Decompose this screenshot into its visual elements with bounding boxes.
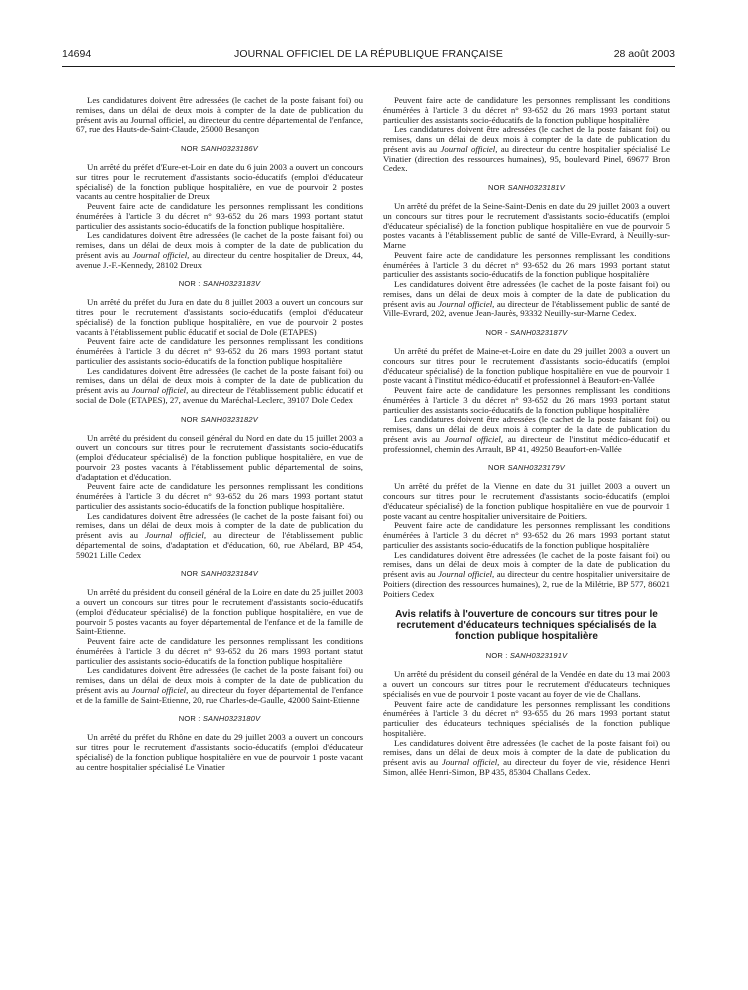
paragraph-text: Peuvent faire acte de candidature les personnes remplissant les conditions énumérées à l'article 3 du décret n° 93-652 du 26 mars 1993 portant statut particulier des assistants socio-éducatifs de la fonction publique hospitalière xyxy=(383,249,670,280)
section-paragraphs xyxy=(383,670,670,777)
paragraph-text: Les candidatures doivent être adressées (le cachet de la poste faisant foi) ou remises, dans un délai de deux mois à compter de la date de publication du présent avis au xyxy=(383,737,670,767)
paragraph-text: Peuvent faire acte de candidature les personnes remplissant les conditions énumérées à l'article 3 du décret n° 93-652 du 26 mars 1993 portant statut particulier des assistants socio-éducatifs de la fonction publique hospitalière xyxy=(383,520,670,550)
paragraph-text: au directeur de l'établissement public départemental de soins, d'adaptation et d'éducation, 60, rue Abélard, BP 454, 59021 Lille Cedex xyxy=(76,530,363,560)
notice xyxy=(76,714,363,772)
journal-officiel-title: Journal officiel, xyxy=(132,249,190,260)
nor-reference xyxy=(383,463,670,473)
paragraph xyxy=(383,347,670,386)
nor-label: NOR xyxy=(180,569,199,579)
paragraph xyxy=(383,670,670,699)
paragraph xyxy=(76,666,363,705)
paragraph xyxy=(76,434,363,483)
paragraph-text: au directeur du foyer départemental de l'enfance et de la famille de Saint-Etienne, 20, rue Charles-de-Gaulle, 42000 Saint-Etienne xyxy=(76,684,363,705)
paragraph xyxy=(383,551,670,600)
paragraph-text: Un arrêté du préfet de la Seine-Saint-Denis en date du 29 juillet 2003 a ouvert un concours sur titres pour le recrutement d'assistants socio-éducatifs (emploi d'éducateur spécialisé) de la fonction publique hospitalière en vue de pourvoir 5 postes vacants à l'établissement public de santé de Ville-Evrard, à Neuilly-sur-Marne xyxy=(383,201,670,250)
nor-reference xyxy=(76,415,363,425)
nor-label: NOR : xyxy=(485,651,508,661)
journal-officiel-title: Journal officiel, xyxy=(131,684,189,695)
nor-code: SANH0323184V xyxy=(200,569,259,579)
left-column xyxy=(76,96,363,772)
paragraph-text: Les candidatures doivent être adressées (le cachet de la poste faisant foi) ou remises, dans un délai de deux mois à compter de la date de publication du présent avis au xyxy=(76,665,363,695)
paragraph xyxy=(383,739,670,778)
paragraph xyxy=(383,202,670,251)
nor-label: NOR xyxy=(180,414,199,424)
paragraph-text: au directeur du centre hospitalier spécialisé Le Vinatier (direction des ressources humaines), 95, boulevard Pinel, 69677 Bron Cedex. xyxy=(383,143,670,174)
journal-title: JOURNAL OFFICIEL DE LA RÉPUBLIQUE FRANÇAISE xyxy=(234,48,503,60)
nor-label: NOR - xyxy=(485,328,508,337)
paragraph-text: Peuvent faire acte de candidature les personnes remplissant les conditions énumérées à l'article 3 du décret n° 93-652 du 26 mars 1993 portant statut particulier des assistants socio-éducatifs de la fonction publique hospitalière xyxy=(76,336,363,366)
header-rule xyxy=(62,66,675,67)
paragraph-text: Un arrêté du président du conseil général de la Loire en date du 25 juillet 2003 a ouvert un concours sur titres pour le recrutement d'assistants socio-éducatifs (emploi d'éducateur spécialisé) de la fonction publique hospitalière, en vue de pourvoir 5 postes vacants au foyer départemental de l'enfance et de la famille de Saint-Etienne. xyxy=(76,587,363,637)
nor-reference xyxy=(383,328,670,338)
right-column xyxy=(383,96,670,778)
continued-paragraph xyxy=(76,96,363,135)
paragraph-text: Un arrêté du président du conseil général de la Vendée en date du 13 mai 2003 a ouvert un concours sur titres pour le recrutement d'éducateurs techniques spécialisés en vue de pourvoir 1 poste vacant au foyer de vie de Challans. xyxy=(383,669,670,699)
paragraph xyxy=(383,521,670,550)
paragraph-text: Les candidatures doivent être adressées (le cachet de la poste faisant foi) ou remises, dans un délai de deux mois à compter de la date de publication du présent avis au xyxy=(383,124,670,154)
nor-reference xyxy=(76,279,363,289)
nor-code: SANH0323182V xyxy=(200,414,259,424)
paragraph-text: au directeur de l'établissement public de santé de Ville-Evrard, 202, avenue Jean-Jaurès, 93332 Neuilly-sur-Marne Cedex. xyxy=(383,298,670,319)
paragraph xyxy=(76,512,363,561)
paragraph xyxy=(76,337,363,366)
page-header xyxy=(62,48,675,64)
nor-code: SANH0323179V xyxy=(507,463,566,473)
journal-officiel-title: Journal officiel, xyxy=(441,757,500,767)
paragraph xyxy=(383,700,670,739)
paragraph xyxy=(76,482,363,511)
paragraph-text: Les candidatures doivent être adressées (le cachet de la poste faisant foi) ou remises, dans un délai de deux mois à compter de la date de publication du présent avis au xyxy=(76,510,363,540)
paragraph-text: au directeur de l'institut médico-éducatif et professionnel, chemin des Arrault, BP 41, 49250 Beaufort-en-Vallée xyxy=(383,433,670,454)
paragraph-text: au directeur du centre hospitalier universitaire de Poitiers (direction des ressources humaines), 2, rue de la Milétrie, BP 577, 86021 Poitiers Cedex xyxy=(383,569,670,599)
paragraph-text: Peuvent faire acte de candidature les personnes remplissant les conditions énumérées à l'article 3 du décret n° 93-655 du 26 mars 1993 portant statut particulier des éducateurs techniques spécialisés de la fonction publique hospitalière. xyxy=(383,698,670,738)
paragraph-text: Un arrêté du président du conseil général du Nord en date du 15 juillet 2003 a ouvert un concours sur titres pour le recrutement d'assistants socio-éducatifs (emploi d'éducateur spécialisé) de la fonction publique hospitalière, en vue de pourvoir 23 postes vacants à l'établissement public départemental de soins, d'adaptation et d'éducation. xyxy=(76,432,363,482)
nor-reference xyxy=(76,569,363,579)
paragraph-text: Les candidatures doivent être adressées (le cachet de la poste faisant foi) ou remises, dans un délai de deux mois à compter de la date de publication du présent avis au Journal officiel, au directeur du centre départemental de l'enfance, 67, rue des Hauts-de-Saint-Claude, 25000 Besançon xyxy=(76,95,363,135)
journal-officiel-title: Journal officiel, xyxy=(145,530,207,540)
page-number: 14694 xyxy=(62,48,92,60)
paragraph xyxy=(76,202,363,231)
notice xyxy=(383,463,670,599)
notice xyxy=(76,569,363,705)
paragraph-text: Un arrêté du préfet du Jura en date du 8 juillet 2003 a ouvert un concours sur titres pour le recrutement d'assistants socio-éducatifs (emploi d'éducateur spécialisé) de la fonction publique hospitalière, en vue de pourvoir 2 postes vacants à l'établissement public éducatif et social de Dole (ETAPES) xyxy=(76,297,363,337)
paragraph xyxy=(76,733,363,772)
paragraph xyxy=(76,163,363,202)
journal-officiel-title: Journal officiel, xyxy=(131,385,189,395)
paragraph-text: Les candidatures doivent être adressées (le cachet de la poste faisant foi) ou remises, dans un délai de deux mois à compter de la date de publication du présent avis au xyxy=(76,365,363,395)
paragraph-text: Un arrêté du préfet de la Vienne en date du 31 juillet 2003 a ouvert un concours sur titres pour le recrutement d'assistants socio-éducatifs (emploi d'éducateur spécialisé) de la fonction publique hospitalière en vue de pourvoir 1 poste vacant au centre hospitalier universitaire de Poitiers. xyxy=(383,481,670,521)
paragraph xyxy=(383,482,670,521)
journal-officiel-title: Journal officiel, xyxy=(438,298,495,309)
notice xyxy=(76,415,363,561)
nor-reference xyxy=(76,144,363,154)
right-notices xyxy=(383,183,670,599)
journal-officiel-title: Journal officiel, xyxy=(444,433,503,444)
nor-label: NOR xyxy=(180,144,199,153)
paragraph xyxy=(383,415,670,454)
paragraph xyxy=(383,96,670,125)
nor-reference xyxy=(383,651,670,661)
paragraph-text: Peuvent faire acte de candidature les personnes remplissant les conditions énumérées à l'article 3 du décret n° 93-652 du 26 mars 1993 portant statut particulier des assistants socio-éducatifs de la fonction publique hospitalière. xyxy=(76,481,363,511)
paragraph-text: Un arrêté du préfet du Rhône en date du 29 juillet 2003 a ouvert un concours sur titres pour le recrutement d'assistants socio-éducatifs (emploi d'éducateur spécialisé) de la fonction publique hospitalière en vue de pourvoir 1 poste vacant au centre hospitalier spécialisé Le Vinatier xyxy=(76,732,363,772)
paragraph-text: Peuvent faire acte de candidature les personnes remplissant les conditions énumérées à l'article 3 du décret n° 93-652 du 26 mars 1993 portant statut particulier des assistants socio-éducatifs de la fonction publique hospitalière xyxy=(383,95,670,125)
paragraph xyxy=(383,125,670,174)
issue-date: 28 août 2003 xyxy=(613,48,675,60)
left-notices xyxy=(76,144,363,772)
paragraph xyxy=(76,298,363,337)
nor-label: NOR xyxy=(487,463,506,473)
nor-label: NOR : xyxy=(178,279,201,289)
paragraph-text: Les candidatures doivent être adressées (le cachet de la poste faisant foi) ou remises, dans un délai de deux mois à compter de la date de publication du présent avis au xyxy=(383,279,670,309)
paragraph-text: Les candidatures doivent être adressées (le cachet de la poste faisant foi) ou remises, dans un délai de deux mois à compter de la date de publication du présent avis au xyxy=(76,230,363,260)
notice xyxy=(383,183,670,319)
paragraph xyxy=(76,367,363,406)
paragraph-text: au directeur du centre hospitalier de Dreux, 44, avenue J.-F.-Kennedy, 28102 Dreux xyxy=(76,249,363,270)
paragraph xyxy=(383,386,670,415)
right-intro xyxy=(383,96,670,174)
paragraph-text: Peuvent faire acte de candidature les personnes remplissant les conditions énumérées à l'article 3 du décret n° 93-652 du 26 mars 1993 portant statut particulier des assistants socio-éducatifs de la fonction publique hospitalière xyxy=(76,636,363,666)
section-title: Avis relatifs à l'ouverture de concours sur titres pour le recrutement d'éducateurs techniques spécialisés de la fonction publique hospitalière xyxy=(395,609,658,643)
nor-code: SANH0323186V xyxy=(200,144,259,153)
paragraph xyxy=(383,251,670,280)
paragraph-text: Peuvent faire acte de candidature les personnes remplissant les conditions énumérées à l'article 3 du décret n° 93-652 du 26 mars 1993 portant statut particulier des assistants socio-éducatifs de la fonction publique hospitalière xyxy=(383,385,670,415)
paragraph-text: Les candidatures doivent être adressées (le cachet de la poste faisant foi) ou remises, dans un délai de deux mois à compter de la date de publication du présent avis au xyxy=(383,414,670,444)
paragraph xyxy=(76,637,363,666)
nor-code: SANH0323183V xyxy=(202,279,261,289)
nor-label: NOR xyxy=(487,183,506,192)
nor-reference xyxy=(383,183,670,193)
journal-officiel-title: Journal officiel, xyxy=(440,143,498,154)
notice xyxy=(76,144,363,270)
paragraph-text: au directeur de l'établissement public éducatif et social de Dole (ETAPES), 27, avenue du Maréchal-Leclerc, 39107 Dole Cedex xyxy=(76,385,363,405)
nor-code: SANH0323181V xyxy=(507,183,566,192)
nor-reference xyxy=(76,714,363,724)
paragraph-text: Peuvent faire acte de candidature les personnes remplissant les conditions énumérées à l'article 3 du décret n° 93-652 du 26 mars 1993 portant statut particulier des assistants socio-éducatifs de la fonction publique hospitalière. xyxy=(76,201,363,231)
journal-officiel-title: Journal officiel, xyxy=(438,569,495,579)
paragraph-text: Les candidatures doivent être adressées (le cachet de la poste faisant foi) ou remises, dans un délai de deux mois à compter de la date de publication du présent avis au xyxy=(383,549,670,579)
nor-code: SANH0323180V xyxy=(202,714,261,724)
paragraph xyxy=(76,588,363,637)
nor-label: NOR : xyxy=(178,714,201,724)
nor-code: SANH0323191V xyxy=(509,651,568,661)
paragraph-text: Un arrêté du préfet de Maine-et-Loire en date du 29 juillet 2003 a ouvert un concours sur titres pour le recrutement d'assistants socio-éducatifs (emploi d'éducateur spécialisé) de la fonction publique hospitalière en vue de pourvoir 1 poste vacant à l'institut médico-éducatif et professionnel à Beaufort-en-Vallée xyxy=(383,346,670,386)
notice xyxy=(383,328,670,454)
paragraph xyxy=(76,231,363,270)
nor-code: SANH0323187V xyxy=(510,328,568,337)
paragraph-text: Un arrêté du préfet d'Eure-et-Loir en date du 6 juin 2003 a ouvert un concours sur titres pour le recrutement d'assistants socio-éducatifs (emploi d'éducateur spécialisé) de la fonction publique hospitalière, en vue de pourvoir 2 postes vacants au centre hospitalier de Dreux xyxy=(76,162,363,202)
notice xyxy=(76,279,363,405)
paragraph-text: au directeur du foyer de vie, résidence Henri Simon, allée Henri-Simon, BP 435, 85304 Challans Cedex. xyxy=(383,757,670,777)
paragraph xyxy=(383,280,670,319)
